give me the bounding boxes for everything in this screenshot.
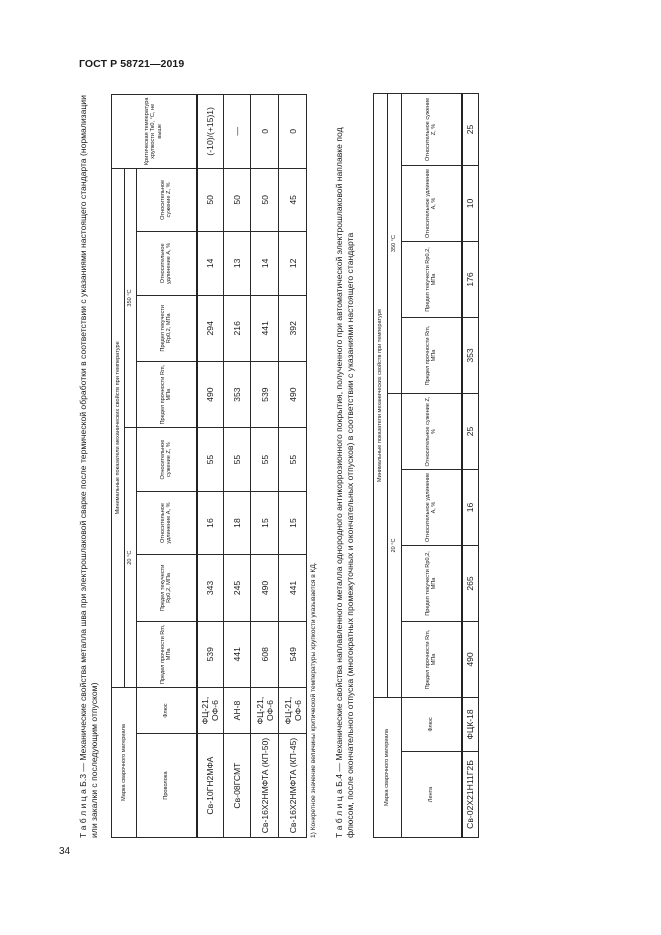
- cell-z350: 50: [197, 168, 224, 232]
- cell-tk: —: [224, 95, 251, 169]
- header-rm-350: Предел прочности Rm, МПа: [137, 361, 197, 427]
- table-b3-footnote: 1) Конкретное значение величины критической температуры хрупкости указывается в КД.: [310, 562, 317, 838]
- cell-flux: ФЦК-18: [462, 698, 479, 752]
- cell-rm20: 539: [197, 621, 224, 687]
- cell-a20: 15: [279, 491, 307, 554]
- cell-rm350: 539: [251, 361, 279, 427]
- cell-a20: 15: [251, 491, 279, 554]
- header-min-props: Минимальные показатели механических свойств при температуре: [112, 168, 125, 687]
- header-a-350: Относительное удлинение A, %: [402, 166, 462, 242]
- cell-rp20: 245: [224, 555, 251, 621]
- header-flux: Флюс: [137, 687, 197, 733]
- header-strip: Лента: [402, 752, 462, 838]
- header-rp-20: Предел текучести Rp0,2, МПа: [402, 546, 462, 622]
- cell-rm350: 353: [462, 318, 479, 394]
- cell-strip: Св-02Х21Н11Г2Б: [462, 752, 479, 838]
- header-z-350: Относительное сужение Z, %: [402, 93, 462, 165]
- cell-wire: Св-08ГСМТ: [224, 734, 251, 838]
- header-rp-350: Предел текучести Rp0,2, МПа: [137, 295, 197, 361]
- cell-rp350: 294: [197, 295, 224, 361]
- header-rp-350: Предел текучести Rp0,2, МПа: [402, 242, 462, 318]
- header-temp-350: 350 °С: [125, 168, 137, 428]
- header-z-350: Относительное сужение Z, %: [137, 168, 197, 232]
- cell-z20: 55: [224, 428, 251, 491]
- cell-z350: 45: [279, 168, 307, 232]
- cell-a20: 16: [462, 470, 479, 546]
- header-temp-350: 350 °С: [388, 93, 402, 393]
- header-a-20: Относительное удлинение A, %: [402, 470, 462, 546]
- cell-a350: 14: [197, 232, 224, 295]
- cell-rp350: 392: [279, 295, 307, 361]
- cell-wire: Св-16Х2НМФТА (КП-45): [279, 734, 307, 838]
- table-b4-caption: Т а б л и ц а Б.4 — Механические свойства наплавленного металла однородного антикоррозионного покрытия, полученного при автоматической электрошлаковой наплавке под флюсом, после окончательного отпуска (многократных промежуточных и окончательных отпусков) в соответствии с указаниями настоящего стандарта: [334, 127, 356, 838]
- cell-a350: 14: [251, 232, 279, 295]
- table-b4: [373, 93, 479, 838]
- header-z-20: Относительное сужение Z, %: [402, 394, 462, 470]
- header-z-20: Относительное сужение Z, %: [137, 428, 197, 491]
- cell-rp20: 490: [251, 555, 279, 621]
- table-b3: [111, 93, 307, 838]
- header-temp-20: 20 °С: [388, 394, 402, 698]
- page-number: 34: [59, 846, 71, 857]
- table-row: [279, 95, 307, 838]
- cell-rp20: 343: [197, 555, 224, 621]
- cell-a350: 12: [279, 232, 307, 295]
- header-a-20: Относительное удлинение A, %: [137, 491, 197, 554]
- header-wire: Проволока: [137, 734, 197, 838]
- cell-z20: 55: [251, 428, 279, 491]
- header-min-props: Минимальные показатели механических свойств при температуре: [374, 93, 388, 697]
- cell-rp350: 176: [462, 242, 479, 318]
- cell-flux: ФЦ-21, ОФ-6: [197, 687, 224, 733]
- cell-rm350: 490: [197, 361, 224, 427]
- cell-z350: 25: [462, 93, 479, 165]
- cell-a20: 16: [197, 491, 224, 554]
- cell-rm20: 490: [462, 622, 479, 698]
- cell-flux: ФЦ-21, ОФ-6: [279, 687, 307, 733]
- cell-z350: 50: [224, 168, 251, 232]
- cell-a20: 18: [224, 491, 251, 554]
- header-rm-20: Предел прочности Rm, МПа: [137, 621, 197, 687]
- document-code: ГОСТ Р 58721—2019: [79, 58, 185, 70]
- cell-rm20: 549: [279, 621, 307, 687]
- header-flux: Флюс: [402, 698, 462, 752]
- header-material: Марка сварочного материала: [374, 698, 402, 838]
- cell-wire: Св-16Х2НМФТА (КП-50): [251, 734, 279, 838]
- header-rp-20: Предел текучести Rp0,2, МПа: [137, 555, 197, 621]
- cell-rp350: 216: [224, 295, 251, 361]
- header-tk: Критическая температура хрупкости Tк0, °С, не выше: [112, 95, 197, 169]
- cell-a350: 10: [462, 166, 479, 242]
- header-temp-20: 20 °С: [125, 428, 137, 688]
- cell-rm20: 441: [224, 621, 251, 687]
- cell-z350: 50: [251, 168, 279, 232]
- cell-rm350: 490: [279, 361, 307, 427]
- cell-flux: АН-8: [224, 687, 251, 733]
- cell-rm20: 608: [251, 621, 279, 687]
- table-row: [224, 95, 251, 838]
- cell-z20: 25: [462, 394, 479, 470]
- cell-rp20: 441: [279, 555, 307, 621]
- cell-rm350: 353: [224, 361, 251, 427]
- header-rm-350: Предел прочности Rm, МПа: [402, 318, 462, 394]
- header-a-350: Относительное удлинение A, %: [137, 232, 197, 295]
- table-row: [197, 95, 224, 838]
- cell-a350: 13: [224, 232, 251, 295]
- cell-tk: 0: [279, 95, 307, 169]
- header-rm-20: Предел прочности Rm, МПа: [402, 622, 462, 698]
- table-row: [251, 95, 279, 838]
- cell-z20: 55: [279, 428, 307, 491]
- cell-z20: 55: [197, 428, 224, 491]
- cell-tk: (-10)/(+15)1): [197, 95, 224, 169]
- cell-flux: ФЦ-21, ОФ-6: [251, 687, 279, 733]
- cell-wire: Св-10ГН2МФА: [197, 734, 224, 838]
- header-material: Марка сварочного материала: [112, 687, 137, 837]
- cell-rp20: 265: [462, 546, 479, 622]
- cell-tk: 0: [251, 95, 279, 169]
- table-b3-caption: Т а б л и ц а Б.3 — Механические свойства металла шва при электрошлаковой сварке после термической обработки в соответствии с указаниями настоящего стандарта (нормализации или закалки с последующим отпуском): [78, 95, 100, 838]
- table-row: [462, 93, 479, 837]
- cell-rp350: 441: [251, 295, 279, 361]
